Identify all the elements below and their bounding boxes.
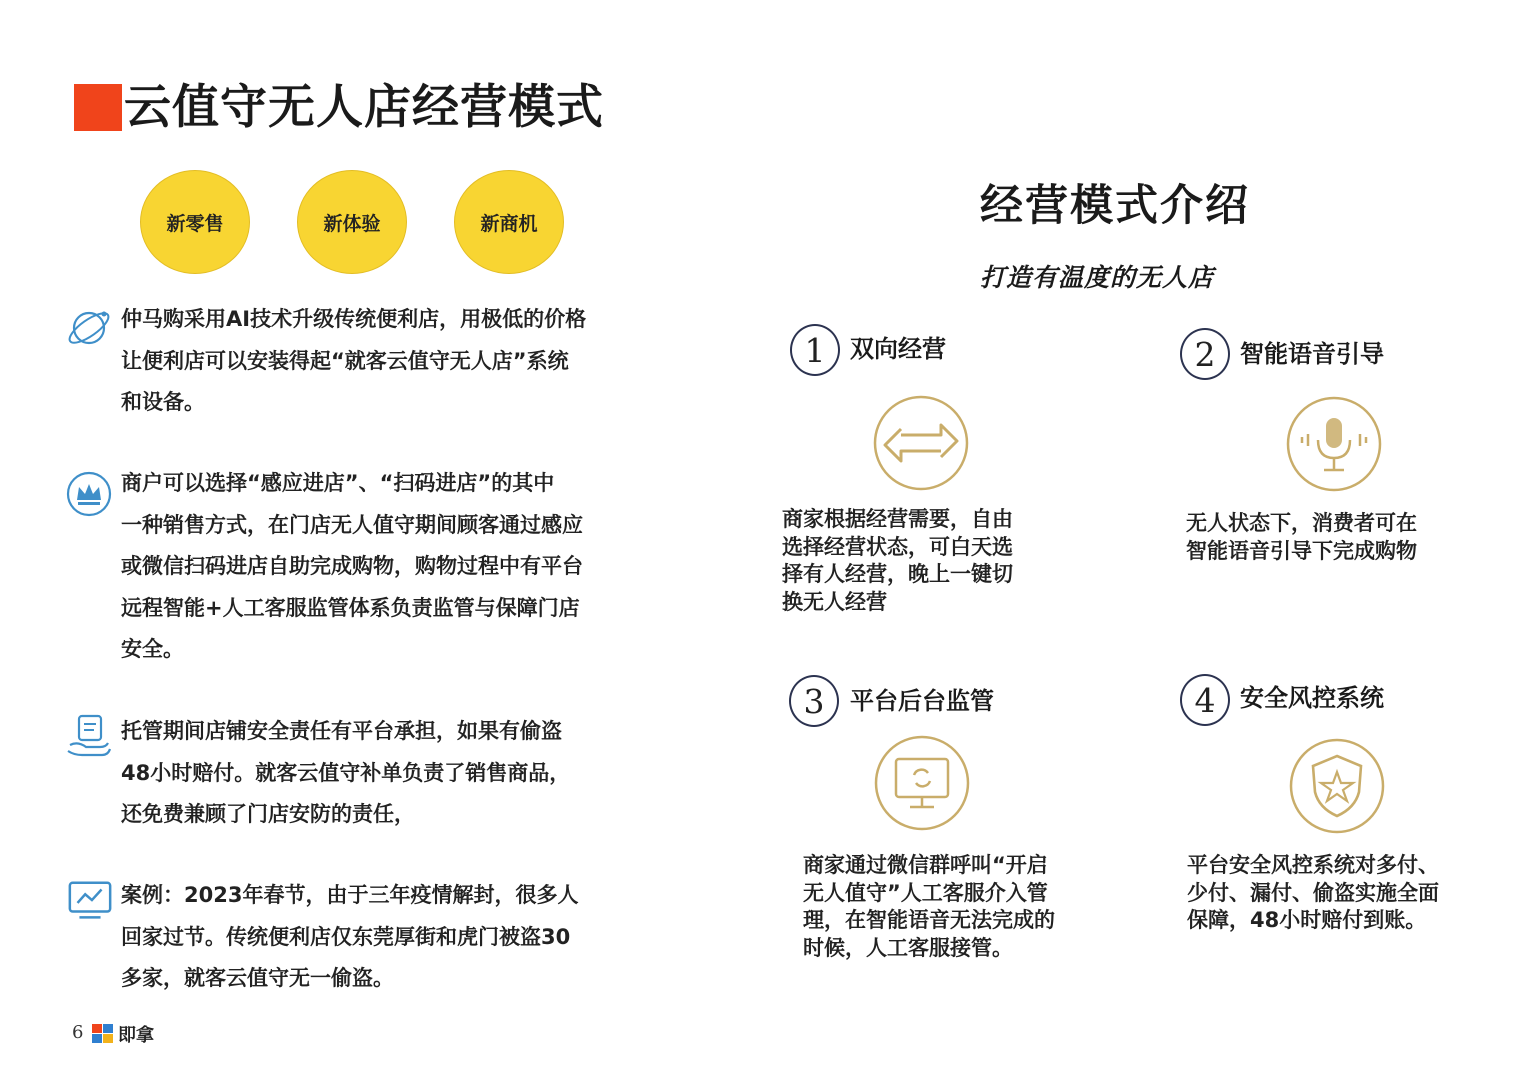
page-number: 6: [72, 1022, 84, 1043]
paragraph-line: 远程智能+人工客服监管体系负责监管与保障门店: [121, 595, 580, 620]
section-subtitle: 打造有温度的无人店: [980, 263, 1215, 292]
badge-new-experience: 新体验: [297, 170, 407, 274]
feature-number-1: 1: [790, 324, 840, 376]
crown-icon: [64, 469, 114, 519]
feature-desc-1: [782, 506, 1072, 616]
swap-arrows-icon: [871, 393, 971, 493]
paragraph-line: 让便利店可以安装得起“就客云值守无人店”系统: [121, 348, 569, 373]
feature-desc-line: 无人值守”人工客服介入管: [803, 880, 1048, 905]
feature-desc-line: 商家根据经营需要，自由: [782, 507, 1013, 531]
microphone-icon: [1284, 394, 1384, 494]
section-title: 经营模式介绍: [980, 181, 1250, 231]
shield-star-icon: [1287, 736, 1387, 836]
feature-number-4: 4: [1180, 674, 1230, 726]
feature-desc-line: 无人状态下，消费者可在: [1186, 511, 1417, 535]
title-accent-block: [74, 84, 122, 131]
feature-desc-line: 换无人经营: [782, 589, 887, 614]
globe-orbit-icon: [64, 303, 114, 353]
monitor-refresh-icon: [872, 733, 972, 833]
paragraph-line: 或微信扫码进店自助完成购物，购物过程中有平台: [121, 554, 583, 578]
paragraph-line: 商户可以选择“感应进店”、“扫码进店”的其中: [121, 471, 555, 495]
paragraph-line: 仲马购采用AI技术升级传统便利店，用极低的价格: [121, 307, 587, 331]
feature-desc-line: 商家通过微信群呼叫“开启: [803, 853, 1048, 877]
page-title: 云值守无人店经营模式: [124, 80, 604, 135]
paragraph-line: 和设备。: [121, 390, 205, 414]
paragraph-line: 托管期间店铺安全责任有平台承担，如果有偷盗: [121, 719, 562, 743]
hand-document-icon: [64, 711, 114, 761]
badge-new-retail: 新零售: [140, 170, 250, 274]
feature-desc-line: 保障，48小时赔付到账。: [1187, 908, 1427, 932]
paragraph-line: 48小时赔付。就客云值守补单负责了销售商品，: [121, 760, 571, 785]
paragraph-line: 一种销售方式，在门店无人值守期间顾客通过感应: [121, 512, 583, 537]
feature-desc-line: 理，在智能语音无法完成的: [803, 908, 1055, 932]
feature-title-4: 安全风控系统: [1240, 684, 1384, 712]
paragraph-responsibility: [121, 711, 631, 836]
feature-number-2: 2: [1180, 328, 1230, 380]
paragraph-line: 案例：2023年春节，由于三年疫情解封，很多人: [121, 883, 579, 907]
feature-title-2: 智能语音引导: [1240, 340, 1384, 368]
monitor-chart-icon: [66, 877, 114, 925]
feature-title-1: 双向经营: [850, 335, 946, 363]
brand-name: 即拿: [118, 1025, 154, 1046]
feature-desc-line: 时候，人工客服接管。: [803, 935, 1013, 960]
paragraph-sales-mode: [121, 463, 631, 671]
paragraph-case-study: [121, 875, 631, 1000]
feature-desc-3: [803, 852, 1103, 962]
paragraph-line: 回家过节。传统便利店仅东莞厚街和虎门被盗30: [121, 924, 571, 949]
badge-new-opportunity: 新商机: [454, 170, 564, 274]
paragraph-line: 多家，就客云值守无一偷盗。: [121, 966, 394, 990]
paragraph-line: 安全。: [121, 637, 184, 661]
paragraph-line: 还免费兼顾了门店安防的责任，: [121, 802, 415, 826]
feature-title-3: 平台后台监管: [850, 687, 994, 715]
feature-desc-line: 择有人经营，晚上一键切: [782, 562, 1013, 586]
feature-number-3: 3: [789, 675, 839, 727]
feature-desc-line: 少付、漏付、偷盗实施全面: [1187, 880, 1439, 905]
feature-desc-2: [1186, 510, 1486, 565]
feature-desc-line: 选择经营状态，可白天选: [782, 534, 1013, 559]
feature-desc-line: 平台安全风控系统对多付、: [1187, 853, 1439, 877]
paragraph-intro: [121, 299, 631, 424]
feature-desc-4: [1187, 852, 1487, 935]
brand-logo-icon: [92, 1024, 113, 1043]
feature-desc-line: 智能语音引导下完成购物: [1186, 538, 1417, 563]
